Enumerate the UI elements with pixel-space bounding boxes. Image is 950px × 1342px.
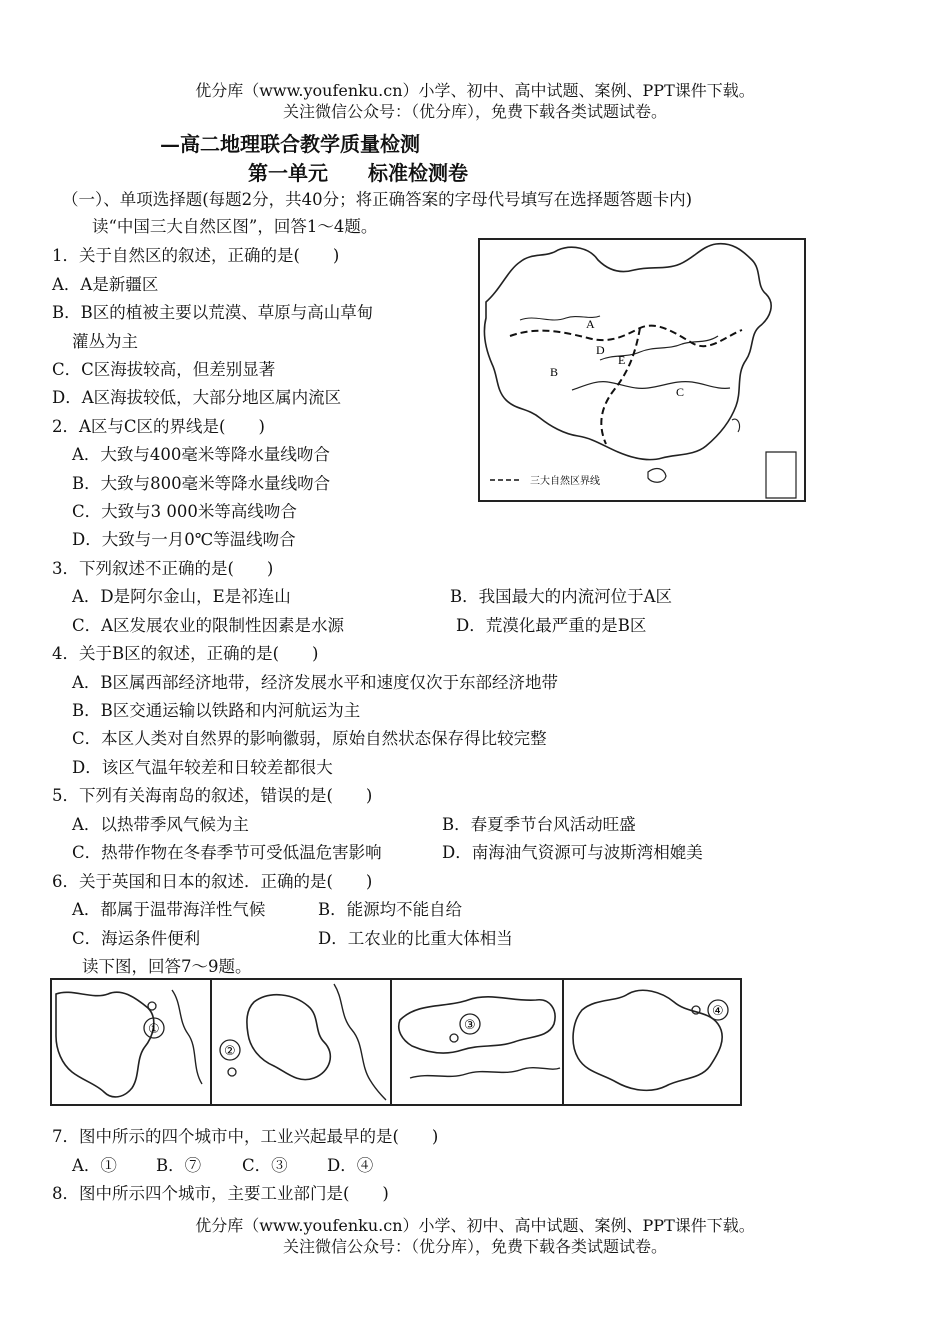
region-label-c: C bbox=[676, 385, 685, 399]
city-map-panel-3 bbox=[390, 980, 564, 1104]
intro-q7-9: 读下图，回答7～9题。 bbox=[82, 957, 252, 976]
city-map-panel-2 bbox=[210, 980, 392, 1104]
q2-option-b: B．大致与800毫米等降水量线吻合 bbox=[72, 474, 331, 493]
question-3-stem: 3．下列叙述不正确的是( ) bbox=[52, 559, 274, 578]
q5-option-b: B．春夏季节台风活动旺盛 bbox=[442, 815, 636, 834]
q1-option-b-cont: 灌丛为主 bbox=[72, 332, 138, 351]
q6-option-b: B．能源均不能自给 bbox=[318, 900, 463, 919]
footer-line-1: 优分库（www.youfenku.cn）小学、初中、高中试题、案例、PPT课件下载。 bbox=[195, 1216, 755, 1235]
question-5-stem: 5．下列有关海南岛的叙述，错误的是( ) bbox=[52, 786, 373, 805]
intro-q1-4: 读“中国三大自然区图”，回答1～4题。 bbox=[92, 217, 378, 236]
region-label-d: D bbox=[596, 343, 605, 357]
city-label-4: ④ bbox=[712, 1004, 724, 1019]
q1-option-c: C．C区海拔较高，但差别显著 bbox=[52, 360, 276, 379]
city-label-3: ③ bbox=[464, 1018, 476, 1033]
exam-title: —高二地理联合教学质量检测 bbox=[160, 132, 420, 156]
q2-option-c: C．大致与3 000米等高线吻合 bbox=[72, 502, 297, 521]
map-legend-text: 三大自然区界线 bbox=[530, 476, 600, 487]
q4-option-a: A．B区属西部经济地带，经济发展水平和速度仅次于东部经济地带 bbox=[72, 673, 559, 692]
q3-option-d: D．荒漠化最严重的是B区 bbox=[456, 616, 647, 635]
region-label-e: E bbox=[618, 353, 626, 367]
q1-option-d: D．A区海拔较低，大部分地区属内流区 bbox=[52, 388, 342, 407]
china-natural-regions-map bbox=[478, 238, 806, 502]
q6-option-a: A．都属于温带海洋性气候 bbox=[72, 900, 266, 919]
q7-option-d: D．④ bbox=[327, 1156, 374, 1175]
q6-option-c: C．海运条件便利 bbox=[72, 929, 201, 948]
q1-option-b: B．B区的植被主要以荒漠、草原与高山草甸 bbox=[52, 303, 374, 322]
city-map-panel-1 bbox=[52, 980, 212, 1104]
region-label-a: A bbox=[586, 317, 595, 331]
question-6-stem: 6．关于英国和日本的叙述．正确的是( ) bbox=[52, 872, 373, 891]
q7-option-b: B．⑦ bbox=[156, 1156, 202, 1175]
q5-option-a: A．以热带季风气候为主 bbox=[72, 815, 249, 834]
question-7-stem: 7．图中所示的四个城市中，工业兴起最早的是( ) bbox=[52, 1127, 439, 1146]
question-4-stem: 4．关于B区的叙述，正确的是( ) bbox=[52, 644, 319, 663]
header-line-1: 优分库（www.youfenku.cn）小学、初中、高中试题、案例、PPT课件下载。 bbox=[195, 81, 755, 100]
exam-subtitle: 第一单元 标准检测卷 bbox=[248, 161, 468, 185]
header-line-2: 关注微信公众号：（优分库），免费下载各类试题试卷。 bbox=[282, 102, 667, 121]
q4-option-d: D．该区气温年较差和日较差都很大 bbox=[72, 758, 333, 777]
china-map-drawing bbox=[480, 240, 804, 500]
q1-option-a: A．A是新疆区 bbox=[52, 275, 159, 294]
city-map-panel-4 bbox=[562, 980, 740, 1104]
q4-option-b: B．B区交通运输以铁路和内河航运为主 bbox=[72, 701, 361, 720]
q3-option-b: B．我国最大的内流河位于A区 bbox=[450, 587, 673, 606]
q2-option-d: D．大致与一月0℃等温线吻合 bbox=[72, 530, 296, 549]
city-maps-figure bbox=[50, 978, 742, 1106]
q6-option-d: D．工农业的比重大体相当 bbox=[318, 929, 513, 948]
q4-option-c: C．本区人类对自然界的影响徽弱，原始自然状态保存得比较完整 bbox=[72, 729, 547, 748]
q7-option-c: C．③ bbox=[242, 1156, 288, 1175]
question-8-stem: 8．图中所示四个城市，主要工业部门是( ) bbox=[52, 1184, 389, 1203]
city-label-2: ② bbox=[224, 1044, 236, 1059]
section-heading: （一）、单项选择题(每题2分，共40分；将正确答案的字母代号填写在选择题答题卡内) bbox=[62, 190, 693, 209]
q5-option-c: C．热带作物在冬春季节可受低温危害影响 bbox=[72, 843, 382, 862]
city-label-1: ① bbox=[148, 1022, 160, 1037]
q5-option-d: D．南海油气资源可与波斯湾相媲美 bbox=[442, 843, 703, 862]
q3-option-a: A．D是阿尔金山，E是祁连山 bbox=[72, 587, 291, 606]
question-1-stem: 1．关于自然区的叙述，正确的是( ) bbox=[52, 246, 340, 265]
q7-option-a: A．① bbox=[72, 1156, 117, 1175]
q3-option-c: C．A区发展农业的限制性因素是水源 bbox=[72, 616, 345, 635]
q2-option-a: A．大致与400毫米等降水量线吻合 bbox=[72, 445, 330, 464]
footer-line-2: 关注微信公众号：（优分库），免费下载各类试题试卷。 bbox=[282, 1237, 667, 1256]
region-label-b: B bbox=[550, 365, 559, 379]
question-2-stem: 2．A区与C区的界线是( ) bbox=[52, 417, 265, 436]
